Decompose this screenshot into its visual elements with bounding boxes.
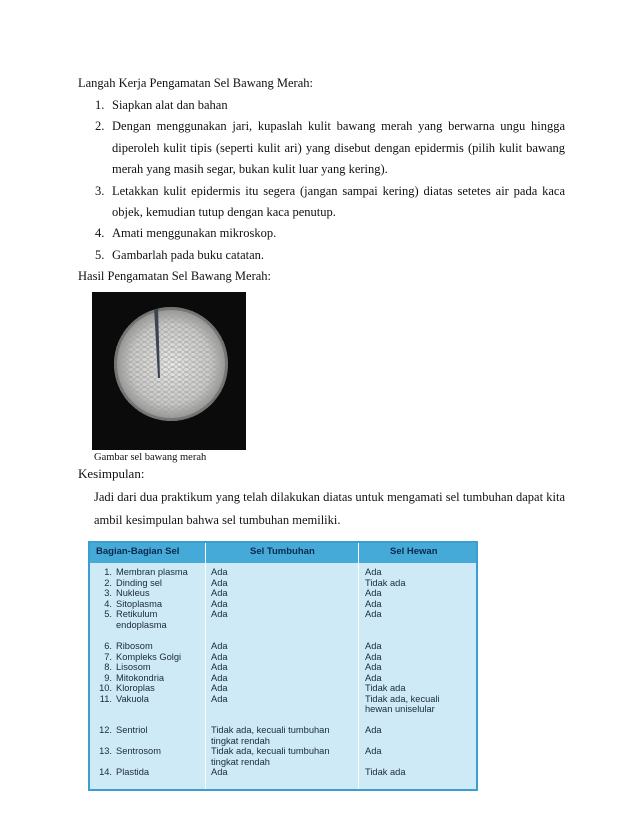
cell-part: 7. Kompleks Golgi (104, 651, 182, 662)
cell-plant: Ada (211, 588, 228, 598)
cell-animal: Ada (365, 567, 382, 577)
cell-part: 6. Ribosom (104, 641, 153, 651)
header-parts: Bagian-Bagian Sel (96, 546, 180, 557)
cell-plant: Ada (211, 567, 228, 577)
header-animal: Sel Hewan (390, 546, 438, 557)
step-number: 5. (95, 247, 105, 262)
cell-plant: Ada (211, 767, 228, 777)
cell-part: 13. Sentrosom (99, 746, 161, 756)
cell-plant: Tidak ada, kecuali tumbuhan tingkat rendah (211, 725, 330, 746)
cell-plant: Ada (211, 662, 228, 672)
cell-part: 10. Kloroplas (99, 683, 155, 693)
step-number: 2. (95, 119, 105, 134)
cell-plant: Ada (211, 598, 228, 609)
cell-plant: Ada (211, 683, 228, 693)
cell-part: 5. Retikulum endoplasma (104, 609, 167, 630)
cell-animal: Ada (365, 651, 382, 662)
figure-caption: Gambar sel bawang merah (94, 452, 207, 463)
cell-part: 2. Dinding sel (104, 577, 162, 588)
cell-animal: Ada (365, 672, 382, 683)
steps-heading: Langah Kerja Pengamatan Sel Bawang Merah: (78, 76, 313, 90)
cell-part: 11. Vakuola (99, 693, 149, 704)
cell-animal: Ada (365, 641, 382, 651)
cell-plant: Ada (211, 651, 228, 662)
step-text: Amati menggunakan mikroskop. (112, 226, 277, 241)
cell-animal: Tidak ada (365, 577, 406, 588)
result-heading: Hasil Pengamatan Sel Bawang Merah: (78, 269, 272, 283)
step-item (95, 95, 565, 116)
cell-plant: Ada (211, 577, 228, 588)
cell-animal: Ada (365, 725, 382, 735)
cell-animal: Ada (365, 598, 382, 609)
cell-part: 3. Nukleus (104, 588, 150, 598)
conclusion-paragraph: Jadi dari dua praktikum yang telah dilakukan diatas untuk mengamati sel tumbuhan dapat kita ambil kesimpulan bahwa sel tumbuhan memiliki. (94, 490, 565, 527)
cell-animal: Ada (365, 609, 382, 619)
step-text: Gambarlah pada buku catatan. (112, 247, 265, 262)
cell-animal: Tidak ada, kecuali hewan uniselular (365, 693, 440, 715)
cell-animal: Ada (365, 746, 382, 756)
step-item (95, 245, 565, 266)
cell-plant: Ada (211, 672, 228, 683)
steps-list (95, 95, 565, 266)
cell-plant: Tidak ada, kecuali tumbuhan tingkat rendah (211, 746, 330, 767)
microscope-photo (92, 292, 246, 450)
cell-animal: Ada (365, 588, 382, 598)
cell-part: 9. Mitokondria (104, 672, 165, 683)
cell-animal: Tidak ada (365, 683, 406, 693)
cell-plant: Ada (211, 609, 228, 619)
cell-part: 8. Lisosom (104, 662, 151, 672)
step-text: Siapkan alat dan bahan (112, 98, 228, 112)
table-header (90, 543, 476, 563)
cell-part: 4. Sitoplasma (104, 598, 162, 609)
step-number: 4. (95, 226, 105, 241)
step-number: 1. (95, 98, 105, 112)
cell-animal: Tidak ada (365, 767, 406, 777)
onion-cell-image (92, 292, 246, 450)
step-number: 3. (95, 183, 105, 198)
cell-plant: Ada (211, 693, 228, 704)
step-item (95, 116, 565, 180)
step-item (95, 223, 565, 244)
cell-comparison-table (88, 541, 478, 791)
cell-animal: Ada (365, 662, 382, 672)
cell-plant: Ada (211, 641, 228, 651)
header-plant: Sel Tumbuhan (250, 546, 315, 557)
step-text: Dengan menggunakan jari, kupaslah kulit bawang merah yang berwarna ungu hingga diperoleh kulit tipis (seperti kulit ari) yang disebut dengan epidermis (pilih kulit bawang merah yang masih segar, bukan kulit luar yang kering). (112, 119, 565, 177)
cell-part: 12. Sentriol (99, 725, 148, 735)
conclusion-heading: Kesimpulan: (78, 466, 145, 481)
step-item (95, 181, 565, 224)
cell-part: 1. Membran plasma (104, 567, 188, 577)
step-text: Letakkan kulit epidermis itu segera (jangan sampai kering) diatas setetes air pada kaca objek, kemudian tutup dengan kaca penutup. (112, 183, 565, 220)
cell-part: 14. Plastida (99, 767, 150, 777)
